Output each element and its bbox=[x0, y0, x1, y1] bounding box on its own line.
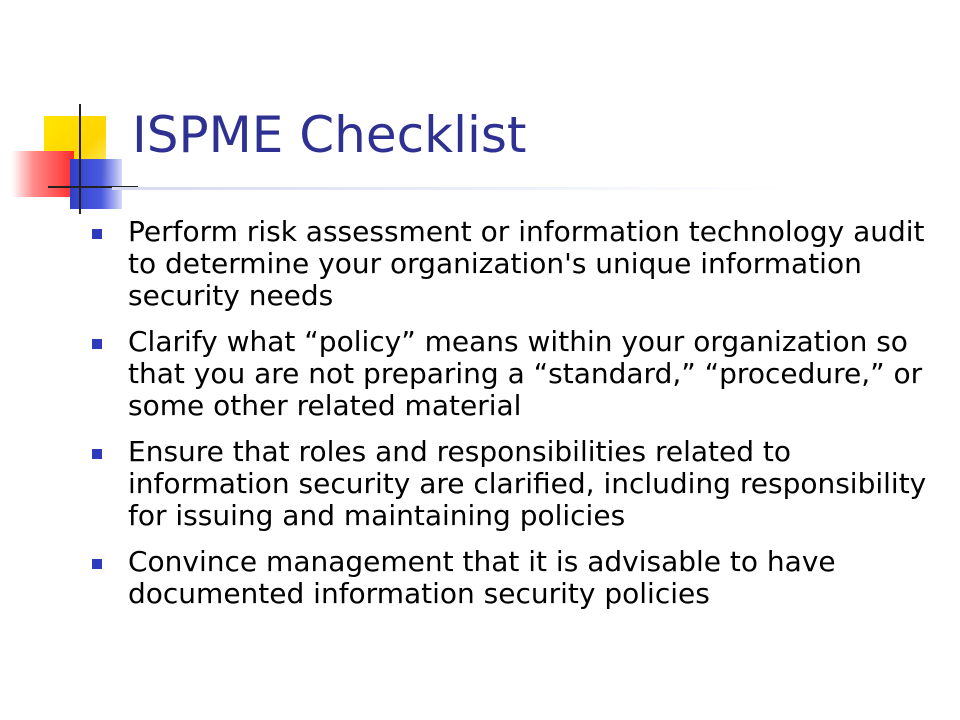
logo-blue-square bbox=[70, 159, 122, 209]
bullet-list bbox=[92, 216, 942, 624]
bullet-square-icon bbox=[92, 559, 102, 569]
bullet-item bbox=[92, 216, 942, 312]
bullet-square-icon bbox=[92, 339, 102, 349]
slide-title: ISPME Checklist bbox=[132, 106, 527, 164]
bullet-square-icon bbox=[92, 229, 102, 239]
bullet-text: Ensure that roles and responsibilities related to information security are clarified, including responsibility for issuing and maintaining policies bbox=[128, 435, 927, 532]
bullet-item bbox=[92, 546, 942, 610]
bullet-text: Convince management that it is advisable to have documented information security policies bbox=[128, 545, 836, 610]
bullet-square-icon bbox=[92, 449, 102, 459]
bullet-text: Perform risk assessment or information technology audit to determine your organization's unique information security needs bbox=[128, 215, 925, 312]
logo-red-square bbox=[12, 151, 74, 197]
bullet-item bbox=[92, 436, 942, 532]
bullet-item bbox=[92, 326, 942, 422]
title-underline bbox=[112, 187, 782, 190]
bullet-text: Clarify what “policy” means within your organization so that you are not preparing a “standard,” “procedure,” or some other related material bbox=[128, 325, 923, 422]
logo-vertical-line bbox=[79, 104, 81, 214]
